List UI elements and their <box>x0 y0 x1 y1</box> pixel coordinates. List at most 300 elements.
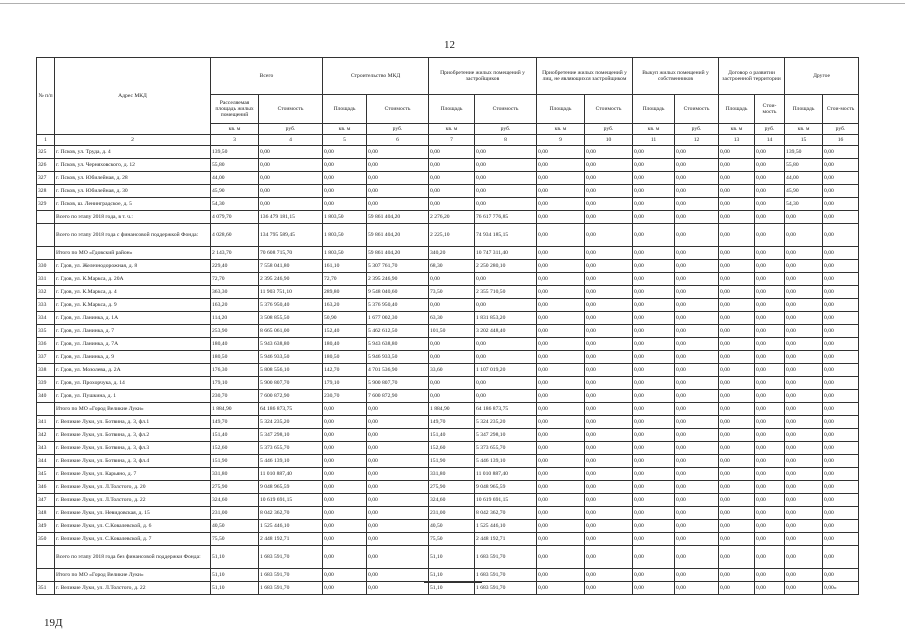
table-row <box>37 198 859 211</box>
value-cell: 0,00 <box>675 507 719 520</box>
table-row <box>37 286 859 299</box>
value-cell: 0,00 <box>585 582 633 595</box>
value-cell: 10 619 691,15 <box>475 494 537 507</box>
value-cell: 0,00 <box>785 481 823 494</box>
value-cell: 0,00 <box>785 299 823 312</box>
value-cell: 149,70 <box>429 416 475 429</box>
row-number: 337 <box>37 351 55 364</box>
table-row <box>37 546 859 569</box>
header-buyout: Выкуп жилых помещений у собственников <box>633 58 719 95</box>
value-cell: 0,00 <box>475 390 537 403</box>
row-number: 343 <box>37 442 55 455</box>
value-cell: 253,90 <box>211 325 259 338</box>
value-cell: 134 795 589,45 <box>259 224 323 247</box>
value-cell: 72,70 <box>323 273 367 286</box>
value-cell: 152,40 <box>323 325 367 338</box>
value-cell: 230,70 <box>211 390 259 403</box>
value-cell: 0,00 <box>755 533 785 546</box>
value-cell: 0,00 <box>323 416 367 429</box>
value-cell: 0,00 <box>633 211 675 224</box>
value-cell: 331,80 <box>211 468 259 481</box>
value-cell: 151,40 <box>429 429 475 442</box>
value-cell: 44,00 <box>785 172 823 185</box>
value-cell: 0,00 <box>755 159 785 172</box>
value-cell: 0,00 <box>633 364 675 377</box>
header-number: № п/п <box>37 58 55 135</box>
subheader-cell: Площадь <box>429 95 475 124</box>
value-cell: 0,00 <box>719 260 755 273</box>
value-cell: 151,40 <box>211 429 259 442</box>
value-cell: 0,00 <box>675 286 719 299</box>
value-cell: 2 276,20 <box>429 211 475 224</box>
table-row <box>37 442 859 455</box>
value-cell: 0,00 <box>429 377 475 390</box>
value-cell: 179,10 <box>211 377 259 390</box>
value-cell: 163,20 <box>211 299 259 312</box>
value-cell: 0,00 <box>823 481 859 494</box>
value-cell: 0,00 <box>585 442 633 455</box>
value-cell: 139,50 <box>211 146 259 159</box>
row-address: г. Псков, ул. Юбилейная, д. 28 <box>55 172 211 185</box>
value-cell: 0,00 <box>675 416 719 429</box>
row-address: г. Гдов, ул. Железнодорожная, д. 8 <box>55 260 211 273</box>
value-cell: 51,10 <box>429 546 475 569</box>
value-cell: 0,00 <box>823 546 859 569</box>
value-cell: 0,00 <box>675 211 719 224</box>
value-cell: 0,00 <box>633 338 675 351</box>
value-cell: 0,00 <box>719 224 755 247</box>
value-cell: 0,00 <box>755 286 785 299</box>
value-cell: 0,00 <box>755 494 785 507</box>
value-cell: 0,00 <box>823 390 859 403</box>
value-cell: 0,00 <box>755 520 785 533</box>
value-cell: 0,00 <box>755 247 785 260</box>
value-cell: 0,00 <box>367 533 429 546</box>
value-cell: 0,00 <box>633 494 675 507</box>
value-cell: 0,00 <box>633 377 675 390</box>
value-cell: 324,60 <box>211 494 259 507</box>
value-cell: 5 808 556,10 <box>259 364 323 377</box>
value-cell: 0,00 <box>367 185 429 198</box>
value-cell: 0,00 <box>537 481 585 494</box>
value-cell: 0,00 <box>719 286 755 299</box>
value-cell: 136 479 181,15 <box>259 211 323 224</box>
row-address: г. Великие Луки, ул. Ботвина, д. 3, фл.2 <box>55 429 211 442</box>
row-number: 333 <box>37 299 55 312</box>
value-cell: 0,00 <box>585 546 633 569</box>
value-cell: 7 558 041,80 <box>259 260 323 273</box>
value-cell: 45,90 <box>211 185 259 198</box>
value-cell: 0,00 <box>675 172 719 185</box>
value-cell: 0,00 <box>633 546 675 569</box>
value-cell: 0,00 <box>537 351 585 364</box>
value-cell: 179,10 <box>323 377 367 390</box>
value-cell: 5 462 612,50 <box>367 325 429 338</box>
value-cell: 152,60 <box>211 442 259 455</box>
value-cell: 0,00 <box>785 507 823 520</box>
header-development-contract: Договор о развитии застроенной территории <box>719 58 785 95</box>
table-row <box>37 507 859 520</box>
value-cell: 0,00 <box>585 507 633 520</box>
value-cell: 275,90 <box>211 481 259 494</box>
value-cell: 55,80 <box>785 159 823 172</box>
value-cell: 0,00 <box>259 172 323 185</box>
value-cell: 33,60 <box>429 364 475 377</box>
value-cell: 0,00 <box>585 533 633 546</box>
column-number-cell: 5 <box>323 135 367 146</box>
header-total: Всего <box>211 58 323 95</box>
value-cell: 0,00 <box>323 546 367 569</box>
value-cell: 0,00 <box>823 533 859 546</box>
value-cell: 0,00 <box>675 159 719 172</box>
value-cell: 0,00 <box>633 325 675 338</box>
table-row <box>37 364 859 377</box>
value-cell: 0,00 <box>719 416 755 429</box>
value-cell: 289,80 <box>323 286 367 299</box>
value-cell: 8 042 362,70 <box>259 507 323 520</box>
value-cell: 9 548 040,60 <box>367 286 429 299</box>
value-cell: 0,00 <box>585 312 633 325</box>
value-cell: 8 665 061,00 <box>259 325 323 338</box>
value-cell: 0,00 <box>823 338 859 351</box>
value-cell: 0,00 <box>675 442 719 455</box>
value-cell: 0,00 <box>719 429 755 442</box>
value-cell: 0,00 <box>785 582 823 595</box>
value-cell: 5 446 139,10 <box>475 455 537 468</box>
row-address: г. Великие Луки, ул. Л.Толстого, д. 22 <box>55 582 211 595</box>
value-cell: 0,00 <box>675 455 719 468</box>
value-cell: 0,00 <box>719 403 755 416</box>
value-cell: 331,80 <box>429 468 475 481</box>
value-cell: 5 307 761,70 <box>367 260 429 273</box>
value-cell: 0,00 <box>675 224 719 247</box>
subheader-cell: Расселяемая площадь жилых помещений <box>211 95 259 124</box>
value-cell: 0,00 <box>367 546 429 569</box>
value-cell: 0,00 <box>823 224 859 247</box>
value-cell: 0,00 <box>537 390 585 403</box>
column-number-cell: 16 <box>823 135 859 146</box>
value-cell: 0,00 <box>537 546 585 569</box>
header-purchase-nondevelopers: Приобретение жилых помещений у лиц, не являющихся застройщиком <box>537 58 633 95</box>
value-cell: 1 884,90 <box>211 403 259 416</box>
table-row <box>37 468 859 481</box>
value-cell: 0,00 <box>719 520 755 533</box>
table-row <box>37 172 859 185</box>
value-cell: 0,00 <box>633 159 675 172</box>
value-cell: 0,00 <box>675 390 719 403</box>
top-border <box>0 3 905 4</box>
value-cell: 59 861 404,20 <box>367 211 429 224</box>
value-cell: 0,00 <box>585 416 633 429</box>
value-cell: 0,00 <box>537 172 585 185</box>
table-row <box>37 146 859 159</box>
value-cell: 0,00 <box>585 364 633 377</box>
value-cell: 151,90 <box>211 455 259 468</box>
value-cell: 0,00 <box>755 377 785 390</box>
header-purchase-developers: Приобретение жилых помещений у застройщиков <box>429 58 537 95</box>
value-cell: 0,00 <box>755 582 785 595</box>
value-cell: 0,00 <box>719 273 755 286</box>
value-cell: 0,00 <box>633 533 675 546</box>
value-cell: 73,50 <box>429 286 475 299</box>
column-number-cell: 13 <box>719 135 755 146</box>
row-address: г. Псков, ул. Юбилейная, д. 30 <box>55 185 211 198</box>
value-cell: 0,00 <box>785 546 823 569</box>
value-cell: 0,00 <box>755 390 785 403</box>
value-cell: 0,00 <box>755 185 785 198</box>
row-number <box>37 211 55 224</box>
value-cell: 340,20 <box>429 247 475 260</box>
value-cell: 0,00 <box>475 172 537 185</box>
header-other: Другое <box>785 58 859 95</box>
row-number: 330 <box>37 260 55 273</box>
value-cell: 139,50 <box>785 146 823 159</box>
row-number: 344 <box>37 455 55 468</box>
row-address: г. Великие Луки, ул. Карьяно, д. 7 <box>55 468 211 481</box>
row-address: г. Великие Луки, ул. Невидовская, д. 15 <box>55 507 211 520</box>
value-cell: 0,00 <box>633 172 675 185</box>
value-cell: 0,00 <box>585 299 633 312</box>
value-cell: 0,00 <box>633 442 675 455</box>
value-cell: 0,00 <box>675 520 719 533</box>
table-row <box>37 273 859 286</box>
value-cell: 0,00 <box>537 364 585 377</box>
value-cell: 11 903 751,10 <box>259 286 323 299</box>
row-number: 327 <box>37 172 55 185</box>
value-cell: 0,00 <box>755 351 785 364</box>
value-cell: 0,00 <box>537 312 585 325</box>
value-cell: 0,00 <box>675 185 719 198</box>
value-cell: 0,00 <box>367 159 429 172</box>
value-cell: 0,00 <box>367 569 429 582</box>
value-cell: 0,00 <box>633 403 675 416</box>
row-number <box>37 546 55 569</box>
value-cell: 0,00 <box>585 325 633 338</box>
value-cell: 0,00 <box>429 338 475 351</box>
value-cell: 10 747 311,40 <box>475 247 537 260</box>
value-cell: 0,00 <box>367 520 429 533</box>
value-cell: 0,00 <box>585 224 633 247</box>
value-cell: 0,00 <box>785 286 823 299</box>
value-cell: 0,00 <box>633 520 675 533</box>
header-construction: Строительство МКД <box>323 58 429 95</box>
subheader-cell: Площадь <box>785 95 823 124</box>
value-cell: 3 202 448,40 <box>475 325 537 338</box>
footer-code: 19Д <box>44 617 63 629</box>
row-address: г. Великие Луки, ул. Л.Толстого, д. 22 <box>55 494 211 507</box>
row-address: г. Великие Луки, ул. С.Ковалевской, д. 6 <box>55 520 211 533</box>
row-address: Итого по МО «Город Великие Луки» <box>55 569 211 582</box>
unit-cell: кв. м <box>211 124 259 135</box>
column-number-cell: 7 <box>429 135 475 146</box>
value-cell: 0,00 <box>367 507 429 520</box>
page-number: 12 <box>444 39 455 51</box>
value-cell: 0,00 <box>785 468 823 481</box>
row-number: 336 <box>37 338 55 351</box>
value-cell: 51,10 <box>211 582 259 595</box>
value-cell: 0,00 <box>475 351 537 364</box>
value-cell: 0,00 <box>537 533 585 546</box>
value-cell: 0,00 <box>537 403 585 416</box>
value-cell: 0,00 <box>367 455 429 468</box>
value-cell: 0,00 <box>755 364 785 377</box>
unit-cell: кв. м <box>719 124 755 135</box>
value-cell: 161,10 <box>323 260 367 273</box>
unit-cell: руб. <box>367 124 429 135</box>
value-cell: 0,00 <box>755 325 785 338</box>
value-cell: 0,00 <box>675 468 719 481</box>
value-cell: 0,00 <box>323 494 367 507</box>
value-cell: 3 508 855,50 <box>259 312 323 325</box>
value-cell: 0,00 <box>259 185 323 198</box>
value-cell: 40,50 <box>211 520 259 533</box>
value-cell: 0,00 <box>823 299 859 312</box>
value-cell: 0,00 <box>755 429 785 442</box>
value-cell: 0,00 <box>755 338 785 351</box>
unit-cell: руб. <box>823 124 859 135</box>
value-cell: 0,00 <box>823 416 859 429</box>
value-cell: 0,00 <box>367 416 429 429</box>
value-cell: 0,00 <box>823 260 859 273</box>
value-cell: 0,00 <box>633 198 675 211</box>
row-number: 328 <box>37 185 55 198</box>
value-cell: 1 107 019,20 <box>475 364 537 377</box>
value-cell: 0,00 <box>675 494 719 507</box>
value-cell: 0,00 <box>633 416 675 429</box>
value-cell: 2 448 192,71 <box>259 533 323 546</box>
row-number: 350 <box>37 533 55 546</box>
value-cell: 0,00 <box>785 312 823 325</box>
value-cell: 5 446 139,10 <box>259 455 323 468</box>
value-cell: 0,00 <box>585 403 633 416</box>
value-cell: 0,00 <box>823 172 859 185</box>
value-cell: 0,00 <box>633 429 675 442</box>
value-cell: 0,00 <box>719 377 755 390</box>
row-address: г. Великие Луки, ул. Л.Толстого, д. 20 <box>55 481 211 494</box>
value-cell: 0,00 <box>585 198 633 211</box>
value-cell: 0,00 <box>475 185 537 198</box>
column-number-cell: 14 <box>755 135 785 146</box>
value-cell: 0,00 <box>323 481 367 494</box>
footer-rule <box>424 582 482 583</box>
row-number: 329 <box>37 198 55 211</box>
value-cell: 0,00 <box>675 247 719 260</box>
value-cell: 0,00 <box>755 146 785 159</box>
value-cell: 1 683 591,70 <box>475 546 537 569</box>
value-cell: 5 946 933,50 <box>259 351 323 364</box>
value-cell: 0,00 <box>633 455 675 468</box>
value-cell: 0,00 <box>475 146 537 159</box>
value-cell: 231,00 <box>429 507 475 520</box>
value-cell: 0,00 <box>755 198 785 211</box>
value-cell: 0,00 <box>585 338 633 351</box>
value-cell: 5 900 807,70 <box>367 377 429 390</box>
subheader-cell: Стои-мость <box>755 95 785 124</box>
row-number: 335 <box>37 325 55 338</box>
value-cell: 149,70 <box>211 416 259 429</box>
row-number: 325 <box>37 146 55 159</box>
value-cell: 2 395 246,90 <box>259 273 323 286</box>
value-cell: 5 373 655,70 <box>475 442 537 455</box>
value-cell: 0,00 <box>785 455 823 468</box>
row-address: г. Гдов, ул. К.Маркса, д. 4 <box>55 286 211 299</box>
value-cell: 163,20 <box>323 299 367 312</box>
value-cell: 0,00 <box>367 481 429 494</box>
value-cell: 0,00 <box>633 146 675 159</box>
value-cell: 1 525 446,10 <box>475 520 537 533</box>
table-row <box>37 403 859 416</box>
subheader-cell: Площадь <box>323 95 367 124</box>
value-cell: 0,00 <box>323 569 367 582</box>
table-row <box>37 312 859 325</box>
table-row <box>37 247 859 260</box>
table-row <box>37 429 859 442</box>
value-cell: 7 600 872,90 <box>259 390 323 403</box>
value-cell: 0,00 <box>259 198 323 211</box>
unit-cell: кв. м <box>323 124 367 135</box>
value-cell: 0,00 <box>585 247 633 260</box>
value-cell: 0,00 <box>537 146 585 159</box>
value-cell: 0,00 <box>719 338 755 351</box>
value-cell: 51,10 <box>211 546 259 569</box>
value-cell: 0,00 <box>585 260 633 273</box>
value-cell: 0,00 <box>755 442 785 455</box>
column-number-cell: 2 <box>55 135 211 146</box>
value-cell: 0,00 <box>429 198 475 211</box>
value-cell: 59 861 404,20 <box>367 224 429 247</box>
value-cell: 0,00 <box>475 273 537 286</box>
value-cell: 0,00 <box>537 260 585 273</box>
value-cell: 0,00 <box>785 211 823 224</box>
row-address: г. Гдов, ул. Ланинка, д. 9 <box>55 351 211 364</box>
value-cell: 0,00 <box>367 172 429 185</box>
subheader-cell: Стоимость <box>367 95 429 124</box>
value-cell: 0,00 <box>323 533 367 546</box>
value-cell: 0,00 <box>675 533 719 546</box>
value-cell: 0,00 <box>719 325 755 338</box>
unit-cell: руб. <box>259 124 323 135</box>
value-cell: 40,50 <box>429 520 475 533</box>
value-cell: 0,00 <box>823 455 859 468</box>
value-cell: 0,00 <box>675 569 719 582</box>
table-row <box>37 569 859 582</box>
value-cell: 0,00 <box>785 390 823 403</box>
table-row <box>37 338 859 351</box>
value-cell: 64 186 873,75 <box>475 403 537 416</box>
value-cell: 0,00 <box>585 211 633 224</box>
value-cell: 54,30 <box>785 198 823 211</box>
value-cell: 0,00 <box>675 582 719 595</box>
value-cell: 0,00 <box>537 338 585 351</box>
value-cell: 11 010 887,40 <box>475 468 537 481</box>
value-cell: 76 617 776,85 <box>475 211 537 224</box>
value-cell: 0,00 <box>719 364 755 377</box>
value-cell: 51,10 <box>429 569 475 582</box>
column-number-cell: 4 <box>259 135 323 146</box>
value-cell: 5 347 298,10 <box>475 429 537 442</box>
value-cell: 0,00 <box>755 403 785 416</box>
row-address: Итого по МО «Город Великие Луки» <box>55 403 211 416</box>
value-cell: 0,00 <box>323 520 367 533</box>
value-cell: 0,00 <box>585 172 633 185</box>
value-cell: 9 048 965,59 <box>259 481 323 494</box>
value-cell: 0,00 <box>675 325 719 338</box>
value-cell: 0,00 <box>259 146 323 159</box>
value-cell: 2 143,70 <box>211 247 259 260</box>
value-cell: 1 683 591,70 <box>259 582 323 595</box>
value-cell: 0,00 <box>537 429 585 442</box>
value-cell: 0,00 <box>585 390 633 403</box>
